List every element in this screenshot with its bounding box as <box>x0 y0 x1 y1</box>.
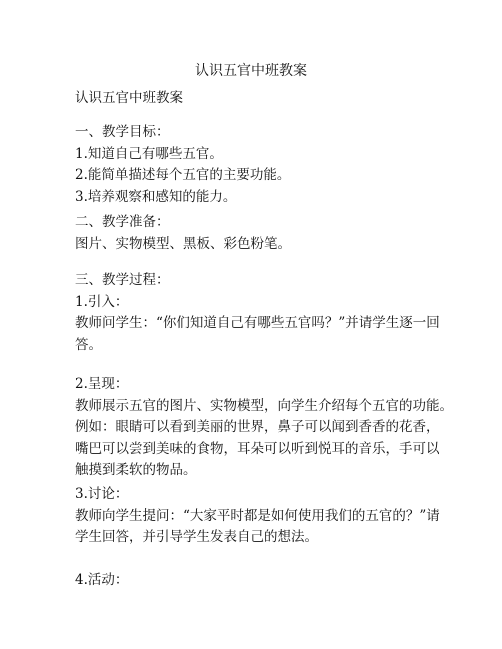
step-2-line: 触摸到柔软的物品。 <box>75 462 197 478</box>
step-3-title: 3.讨论： <box>75 486 129 502</box>
step-4-title: 4.活动： <box>75 572 129 588</box>
step-3 <box>75 484 440 549</box>
step-1-line: 答。 <box>75 336 102 353</box>
step-1-title: 1.引入： <box>75 293 129 310</box>
document-title: 认识五官中班教案 <box>195 63 307 79</box>
step-4 <box>75 570 440 592</box>
step-2-line: 嘴巴可以尝到美味的食物，耳朵可以听到悦耳的音乐，手可以 <box>75 440 440 457</box>
step-2-line: 教师展示五官的图片、实物模型，向学生介绍每个五官的功能。 <box>75 397 453 414</box>
step-3-line: 学生回答，并引导学生发表自己的想法。 <box>75 529 318 545</box>
section-goals <box>75 122 440 208</box>
goal-item: 1.知道自己有哪些五官。 <box>75 145 223 162</box>
goal-item: 2.能简单描述每个五官的主要功能。 <box>75 167 291 183</box>
step-2 <box>75 374 453 482</box>
section-prep <box>75 212 440 255</box>
step-1-line: 教师问学生：“你们知道自己有哪些五官吗？”并请学生逐一回 <box>75 315 440 331</box>
step-2-line: 例如：眼睛可以看到美丽的世界，鼻子可以闻到香香的花香， <box>75 419 440 435</box>
section-process <box>75 270 440 356</box>
step-3-line: 教师向学生提问：“大家平时都是如何使用我们的五官的？”请 <box>75 507 440 524</box>
subtitle-text: 认识五官中班教案 <box>75 90 183 106</box>
section-process-heading: 三、教学过程： <box>75 272 170 288</box>
section-prep-text: 图片、实物模型、黑板、彩色粉笔。 <box>75 235 291 252</box>
section-goals-heading: 一、教学目标： <box>75 124 170 140</box>
document-subtitle <box>75 88 440 110</box>
step-2-title: 2.呈现： <box>75 376 129 392</box>
goal-item: 3.培养观察和感知的能力。 <box>75 188 237 205</box>
section-prep-heading: 二、教学准备： <box>75 214 170 230</box>
